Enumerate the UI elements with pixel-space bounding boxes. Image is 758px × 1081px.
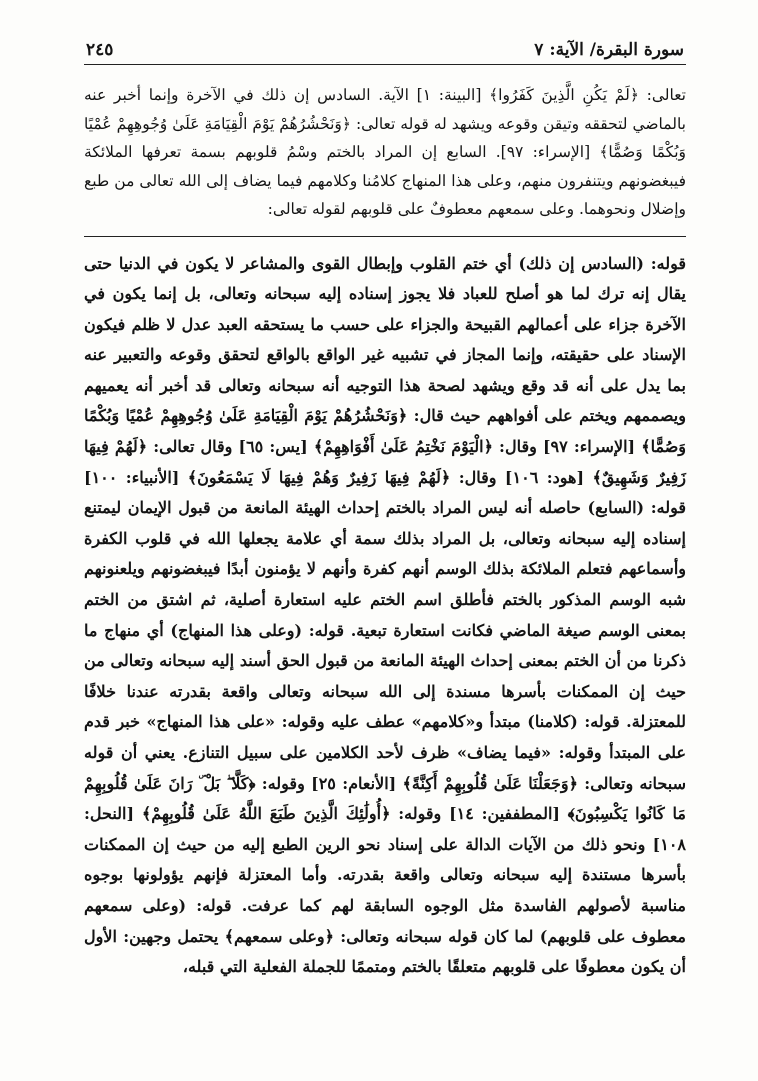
surah-title: سورة البقرة/ الآية: ٧ (534, 40, 684, 60)
gloss-paragraph: قوله: (السادس إن ذلك) أي ختم القلوب وإبطال القوى والمشاعر لا يكون في الدنيا حتى يقال إنه ترك لما هو أصلح للعباد فلا يجوز إسناده إليه سبحانه وتعالى، بل إنما يكون في الآخرة جزاء على أعمالهم القبيحة والجزاء على حسب ما يستحقه العبد عدل لا ظلم فيكون الإسناد على حقيقته، وإنما المجاز في تشبيه غير الواقع بالواقع لتحقق وقوعه والتعبير عنه بما يدل على أنه قد وقع ويشهد لصحة هذا التوجيه أنه سبحانه وتعالى قد أخبر أنه يعميهم ويصممهم ويختم على أفواههم حيث قال: ﴿وَنَحْشُرُهُمْ يَوْمَ الْقِيَامَةِ عَلَىٰ وُجُوهِهِمْ عُمْيًا وَبُكْمًا وَصُمًّا﴾ [الإسراء: ٩٧] وقال: ﴿الْيَوْمَ نَخْتِمُ عَلَىٰ أَفْوَاهِهِمْ﴾ [يس: ٦٥] وقال تعالى: ﴿لَهُمْ فِيهَا زَفِيرٌ وَشَهِيقٌ﴾ [هود: ١٠٦] وقال: ﴿لَهُمْ فِيهَا زَفِيرٌ وَهُمْ فِيهَا لَا يَسْمَعُونَ﴾ [الأنبياء: ١٠٠] قوله: (السابع) حاصله أنه ليس المراد بالختم إحداث الهيئة المانعة من قبول الإيمان ليمتنع إسناده إليه سبحانه وتعالى، بل المراد بذلك سمة أي علامة يجعلها الله في قلوب الكفرة وأسماعهم فتعلم الملائكة بذلك الوسم أنهم كفرة وأنهم لا يؤمنون أبدًا فيبغضونهم ويلعنونهم شبه الوسم المذكور بالختم فأطلق اسم الختم عليه استعارة أصلية، ثم اشتق من الختم بمعنى الوسم صيغة الماضي فكانت استعارة تبعية. قوله: (وعلى هذا المنهاج) أي منهاج ما ذكرنا من أن الختم بمعنى إحداث الهيئة المانعة من قبول الحق أسند إليه سبحانه وتعالى من حيث إن الممكنات بأسرها مسندة إلى الله سبحانه وتعالى واقعة بقدرته عندنا خلافًا للمعتزلة. قوله: (كلامنا) مبتدأ و«كلامهم» عطف عليه وقوله: «على هذا المنهاج» خبر قدم على المبتدأ وقوله: «فيما يضاف» ظرف لأحد الكلامين على سبيل التنازع. يعني أن قوله سبحانه وتعالى: ﴿وَجَعَلْنَا عَلَىٰ قُلُوبِهِمْ أَكِنَّةً﴾ [الأنعام: ٢٥] وقوله: ﴿كَلَّا ۖ بَلْ ۜ رَانَ عَلَىٰ قُلُوبِهِمْ مَا كَانُوا يَكْسِبُونَ﴾ [المطففين: ١٤] وقوله: ﴿أُولَٰئِكَ الَّذِينَ طَبَعَ اللَّهُ عَلَىٰ قُلُوبِهِمْ﴾ [النحل: ١٠٨] ونحو ذلك من الآيات الدالة على إسناد نحو الرين الطبع إليه من حيث إن الممكنات بأسرها مستندة إليه سبحانه وتعالى واقعة بقدرته. وأما المعتزلة فإنهم يؤولونها بوجوه مناسبة لأصولهم الفاسدة مثل الوجوه السابقة لهم كما عرفت. قوله: (وعلى سمعهم معطوف على قلوبهم) لما كان قوله سبحانه وتعالى: ﴿وعلى سمعهم﴾ يحتمل وجهين: الأول أن يكون معطوفًا على قلوبهم متعلقًا بالختم ومتممًا للجملة الفعلية التي قبله، (84, 253, 687, 977)
marginal-gloss (84, 249, 686, 983)
commentary-paragraph: تعالى: ﴿لَمْ يَكُنِ الَّذِينَ كَفَرُوا﴾ [البينة: ١] الآية. السادس إن ذلك في الآخرة وإنما أخبر عنه بالماضي لتحققه وتيقن وقوعه ويشهد له قوله تعالى: ﴿وَنَحْشُرُهُمْ يَوْمَ الْقِيَامَةِ عَلَىٰ وُجُوهِهِمْ عُمْيًا وَبُكْمًا وَصُمًّا﴾ [الإسراء: ٩٧]. السابع إن المراد بالختم وسْمُ قلوبهم بسمة تعرفها الملائكة فيبغضونهم ويتنفرون منهم، وعلى هذا المنهاج كلامُنا وكلامهم فيما يضاف إلى الله تعالى من طبع وإضلال ونحوهما. وعلى سمعهم معطوفٌ على قلوبهم لقوله تعالى: (84, 86, 686, 218)
page-header (84, 40, 686, 65)
section-divider (84, 236, 686, 237)
main-commentary (84, 81, 686, 234)
page-number: ٢٤٥ (86, 40, 114, 60)
